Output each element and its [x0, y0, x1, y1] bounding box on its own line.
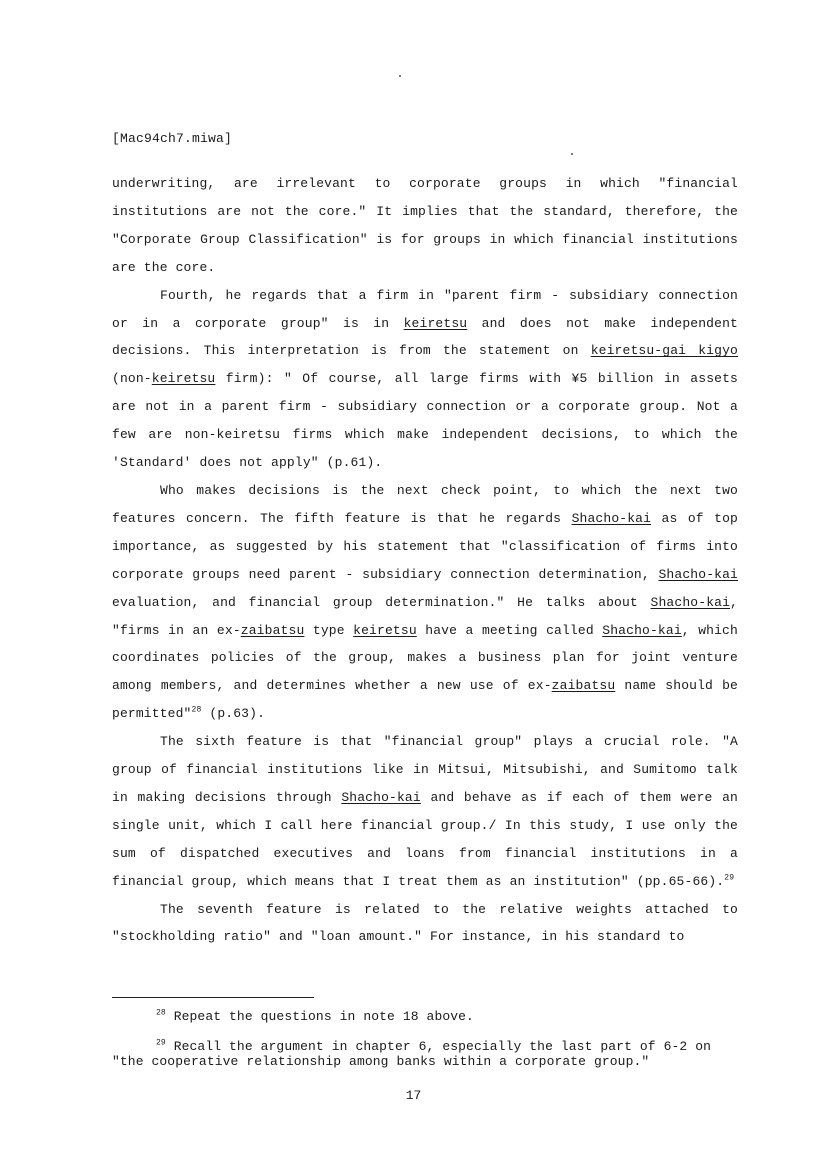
- term-keiretsu: keiretsu: [403, 315, 468, 331]
- footnote-marker: 28: [156, 1008, 166, 1018]
- footnote-marker: 29: [156, 1038, 166, 1048]
- term-keiretsu-gai-kigyo: keiretsu-gai kigyo: [590, 343, 738, 359]
- term-shacho-kai: Shacho-kai: [341, 789, 421, 805]
- term-keiretsu: keiretsu: [353, 622, 417, 638]
- footnotes: [112, 1009, 738, 1069]
- footnote-29: $^{29}$ Recall the argument in chapter 6, especially the last part of 6-2 on "the cooperative relationship among banks within a corporate group.": [112, 1038, 711, 1069]
- page-number: 17: [405, 1088, 422, 1103]
- paragraph-2: Fourth, he regards that a firm in "parent firm - subsidiary connection or in a corporate group" is in keiretsu and does not make independent decisions. This interpretation is from the statement on keiretsu-gai kigyo (non-keiretsu firm): " Of course, all large firms with ¥5 billion in assets are not in a parent firm - subsidiary connection or a corporate group. Not a few are non-keiretsu firms which make independent decisions, to which the 'Standard' does not apply" (p.61).: [112, 287, 738, 471]
- term-shacho-kai: Shacho-kai: [602, 622, 682, 638]
- term-zaibatsu: zaibatsu: [240, 622, 305, 638]
- paragraph-4: The sixth feature is that "financial group" plays a crucial role. "A group of financial institutions like in Mitsui, Mitsubishi, and Sumitomo talk in making decisions through Shacho-kai and behave as if each of them were an single unit, which I call here financial group./ In this study, I use only the sum of dispatched executives and loans from financial institutions in a financial group, which means that I treat them as an institution" (pp.65-66).$^{29}$: [112, 734, 738, 889]
- term-keiretsu: keiretsu: [151, 371, 216, 387]
- paragraph-5: The seventh feature is related to the relative weights attached to "stockholding ratio" and "loan amount." For instance, in his standard to: [112, 901, 738, 945]
- footnote-ref[interactable]: 28: [191, 705, 202, 715]
- body-text: [112, 170, 738, 951]
- scan-speck: [571, 153, 573, 155]
- footnote-divider: [112, 997, 314, 998]
- footnote-ref[interactable]: 29: [724, 873, 735, 883]
- term-zaibatsu: zaibatsu: [551, 678, 616, 694]
- file-label: [Mac94ch7.miwa]: [112, 131, 233, 146]
- scan-speck: [399, 75, 401, 77]
- term-shacho-kai: Shacho-kai: [650, 594, 731, 610]
- term-shacho-kai: Shacho-kai: [658, 566, 738, 582]
- term-shacho-kai: Shacho-kai: [571, 510, 652, 526]
- footnote-28: $^{28}$ Repeat the questions in note 18 above.: [156, 1008, 474, 1024]
- paragraph-1: underwriting, are irrelevant to corporate groups in which "financial institutions are not the core." It implies that the standard, therefore, the "Corporate Group Classification" is for groups in which financial institutions are the core.: [112, 176, 738, 275]
- paragraph-3: Who makes decisions is the next check point, to which the next two features concern. The fifth feature is that he regards Shacho-kai as of top importance, as suggested by his statement that "classification of firms into corporate groups need parent - subsidiary connection determination, Shacho-kai evaluation, and financial group determination." He talks about Shacho-kai, "firms in an ex-zaibatsu type keiretsu have a meeting called Shacho-kai, which coordinates policies of the group, makes a business plan for joint venture among members, and determines whether a new use of ex-zaibatsu name should be permitted"$^{28}$ (p.63).: [112, 482, 739, 722]
